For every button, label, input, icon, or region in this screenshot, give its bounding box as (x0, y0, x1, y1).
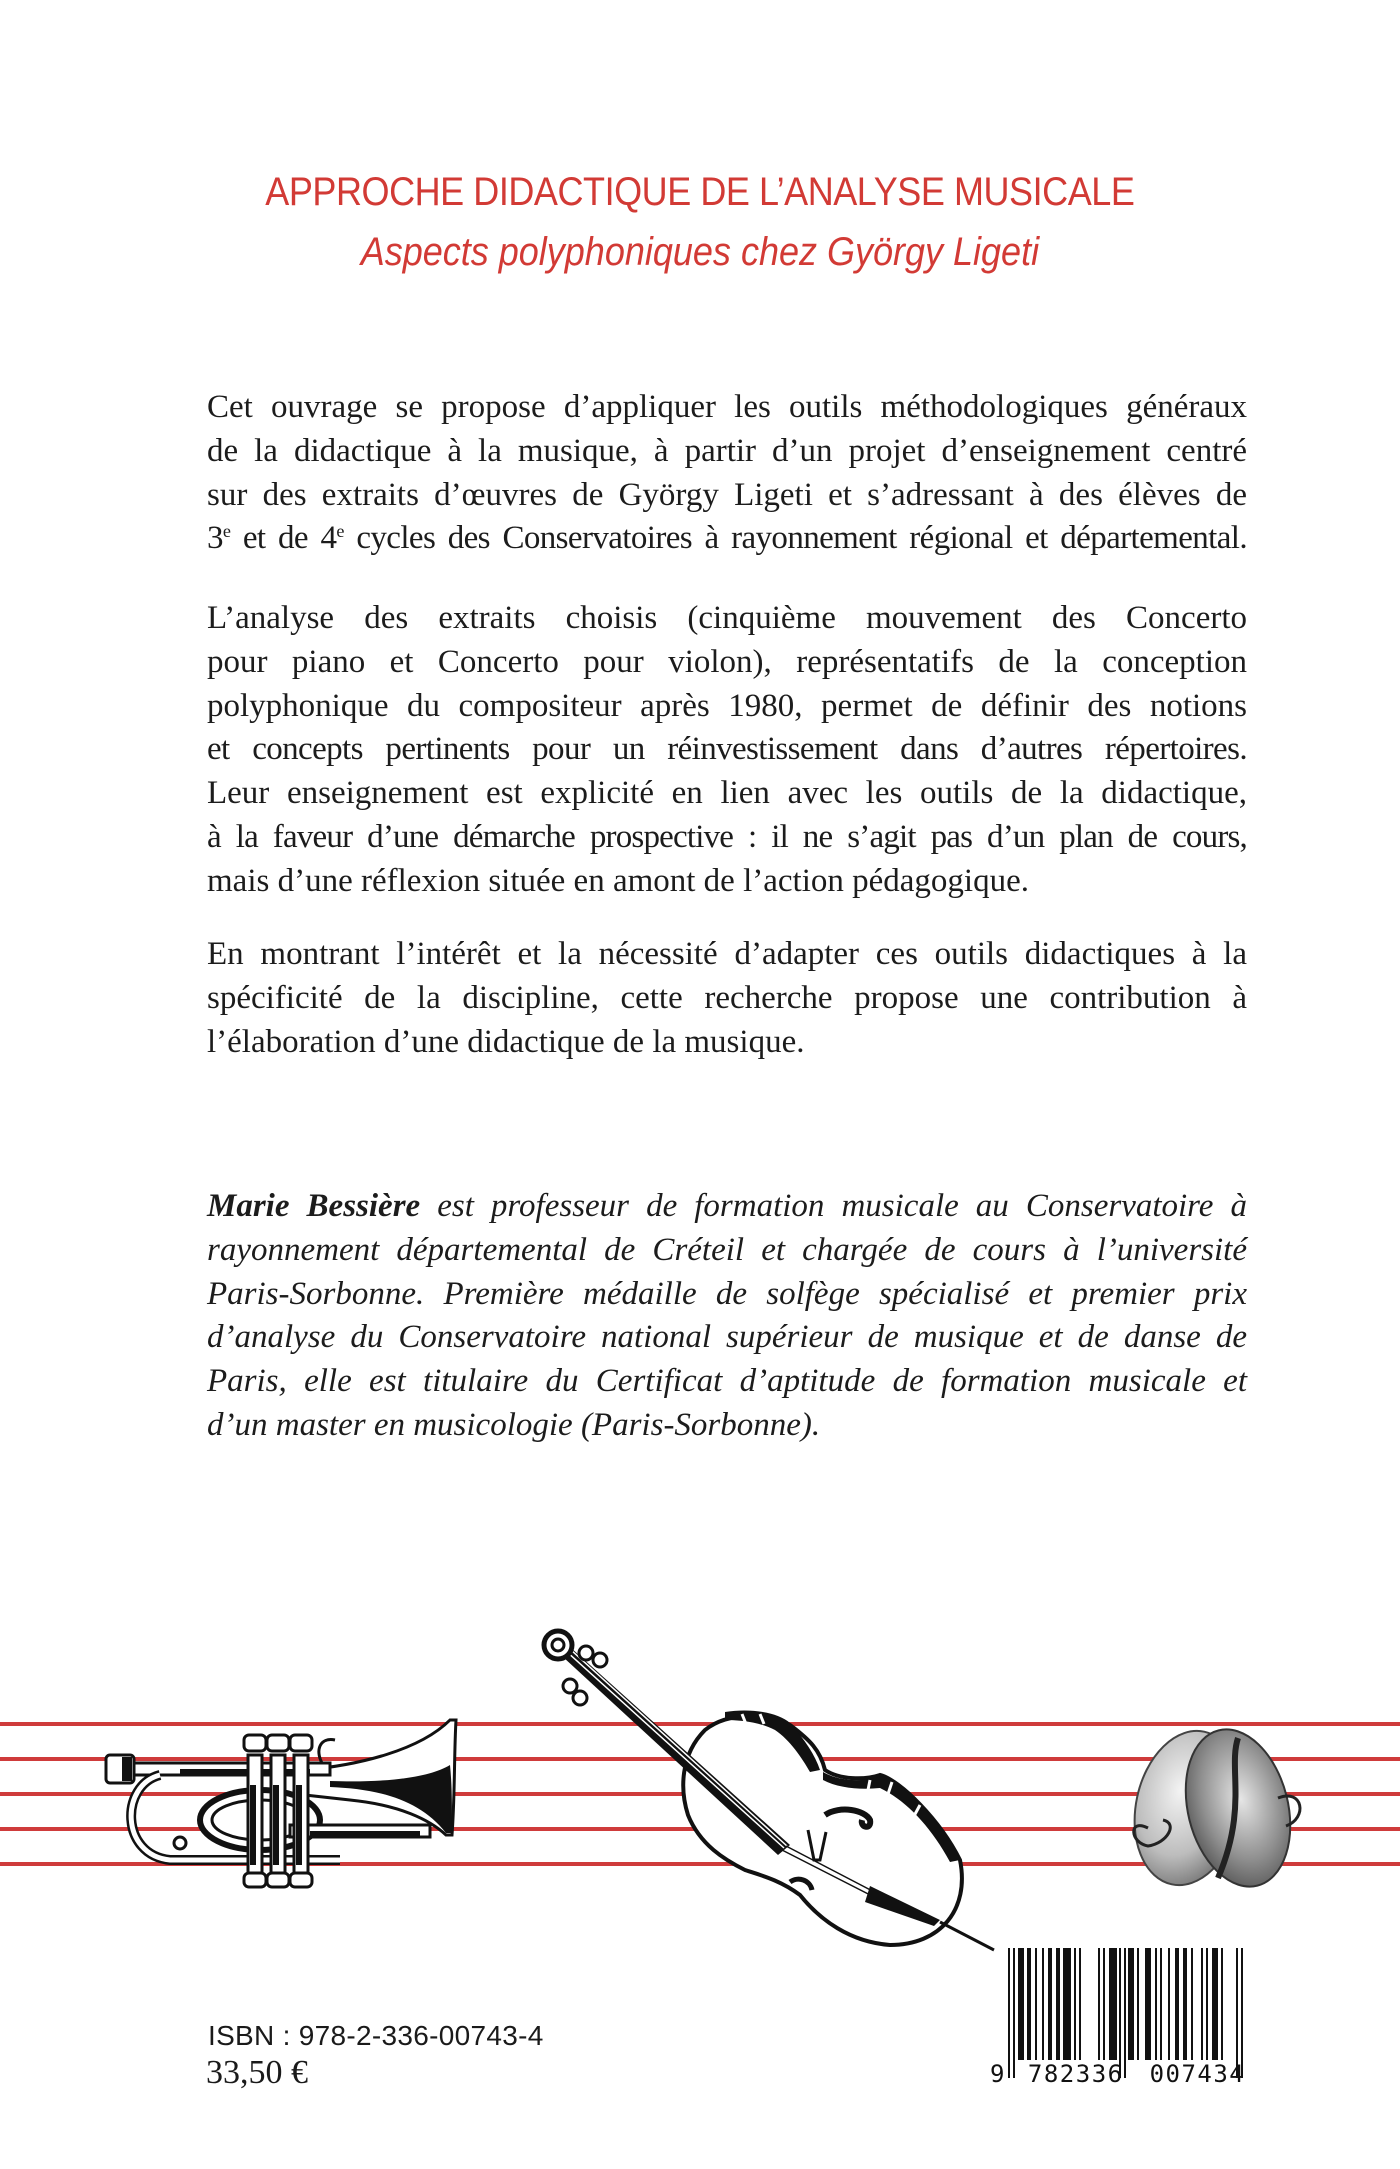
book-subtitle (0, 228, 1400, 276)
text-line (207, 1185, 1247, 1229)
summary-paragraph-2 (207, 597, 1247, 904)
ordinal-suffix: e (336, 521, 344, 542)
text-line: et concepts pertinents pour un réinvestissement dans d’autres répertoires. (207, 731, 1247, 768)
text-line: Leur enseignement est explicité en lien avec les outils de la didactique, (207, 775, 1247, 812)
text-fragment: et de 4 (230, 520, 337, 557)
barcode-digit-first: 9 (990, 2060, 1006, 2088)
text-line: de la didactique à la musique, à partir d’un projet d’enseignement centré (207, 432, 1247, 469)
text-line (207, 517, 1247, 561)
cello-icon (520, 1620, 1010, 1960)
text-line: L’analyse des extraits choisis (cinquième mouvement des Concerto (207, 600, 1247, 636)
text-fragment: est professeur de formation musicale au Conservatoire à (420, 1188, 1247, 1224)
text-line: Paris, elle est titulaire du Certificat d’aptitude de formation musicale et (207, 1363, 1247, 1400)
text-line: Cet ouvrage se propose d’appliquer les outils méthodologiques généraux (207, 389, 1247, 425)
text-line: d’un master en musicologie (Paris-Sorbonne). (207, 1406, 821, 1443)
text-line: polyphonique du compositeur après 1980, permet de définir des notions (207, 687, 1247, 724)
barcode-digits-group-1: 782336 (1027, 2060, 1124, 2088)
text-line: pour piano et Concerto pour violon), représentatifs de la conception (207, 643, 1247, 680)
cymbals-icon (1118, 1718, 1318, 1893)
text-line: En montrant l’intérêt et la nécessité d’adapter ces outils didactiques à la (207, 936, 1247, 972)
book-title-text: APPROCHE DIDACTIQUE DE L’ANALYSE MUSICALE (265, 170, 1135, 214)
barcode-digits-group-2: 007434 (1149, 2060, 1246, 2088)
text-fragment: cycles des Conservatoires à rayonnement régional et départemental. (343, 520, 1247, 557)
ordinal-suffix: e (222, 521, 231, 542)
summary-paragraph-1 (207, 386, 1247, 561)
summary-paragraph-3 (207, 933, 1247, 1064)
ordinal-number: 3 (207, 520, 223, 557)
book-title (0, 168, 1400, 216)
text-line: spécificité de la discipline, cette recherche propose une contribution à (207, 979, 1247, 1016)
text-line: Paris-Sorbonne. Première médaille de solfège spécialisé et premier prix (207, 1275, 1247, 1312)
barcode-number (990, 2060, 1250, 2088)
text-line: sur des extraits d’œuvres de György Ligeti et s’adressant à des élèves de (207, 476, 1247, 513)
isbn-text: ISBN : 978-2-336-00743-4 (208, 2020, 544, 2051)
text-line: l’élaboration d’une didactique de la musique. (207, 1023, 805, 1060)
cornet-icon (100, 1715, 470, 1895)
text-line: à la faveur d’une démarche prospective : il ne s’agit pas d’un plan de cours, (207, 818, 1247, 855)
text-line: mais d’une réflexion située en amont de l’action pédagogique. (207, 862, 1029, 899)
author-name: Marie Bessière (207, 1188, 421, 1224)
text-line: d’analyse du Conservatoire national supérieur de musique et de danse de (207, 1319, 1247, 1356)
author-bio (207, 1185, 1247, 1448)
book-subtitle-text: Aspects polyphoniques chez György Ligeti (360, 230, 1040, 274)
text-line: rayonnement départemental de Créteil et chargée de cours à l’université (207, 1231, 1247, 1268)
price-text: 33,50 € (206, 2054, 308, 2091)
